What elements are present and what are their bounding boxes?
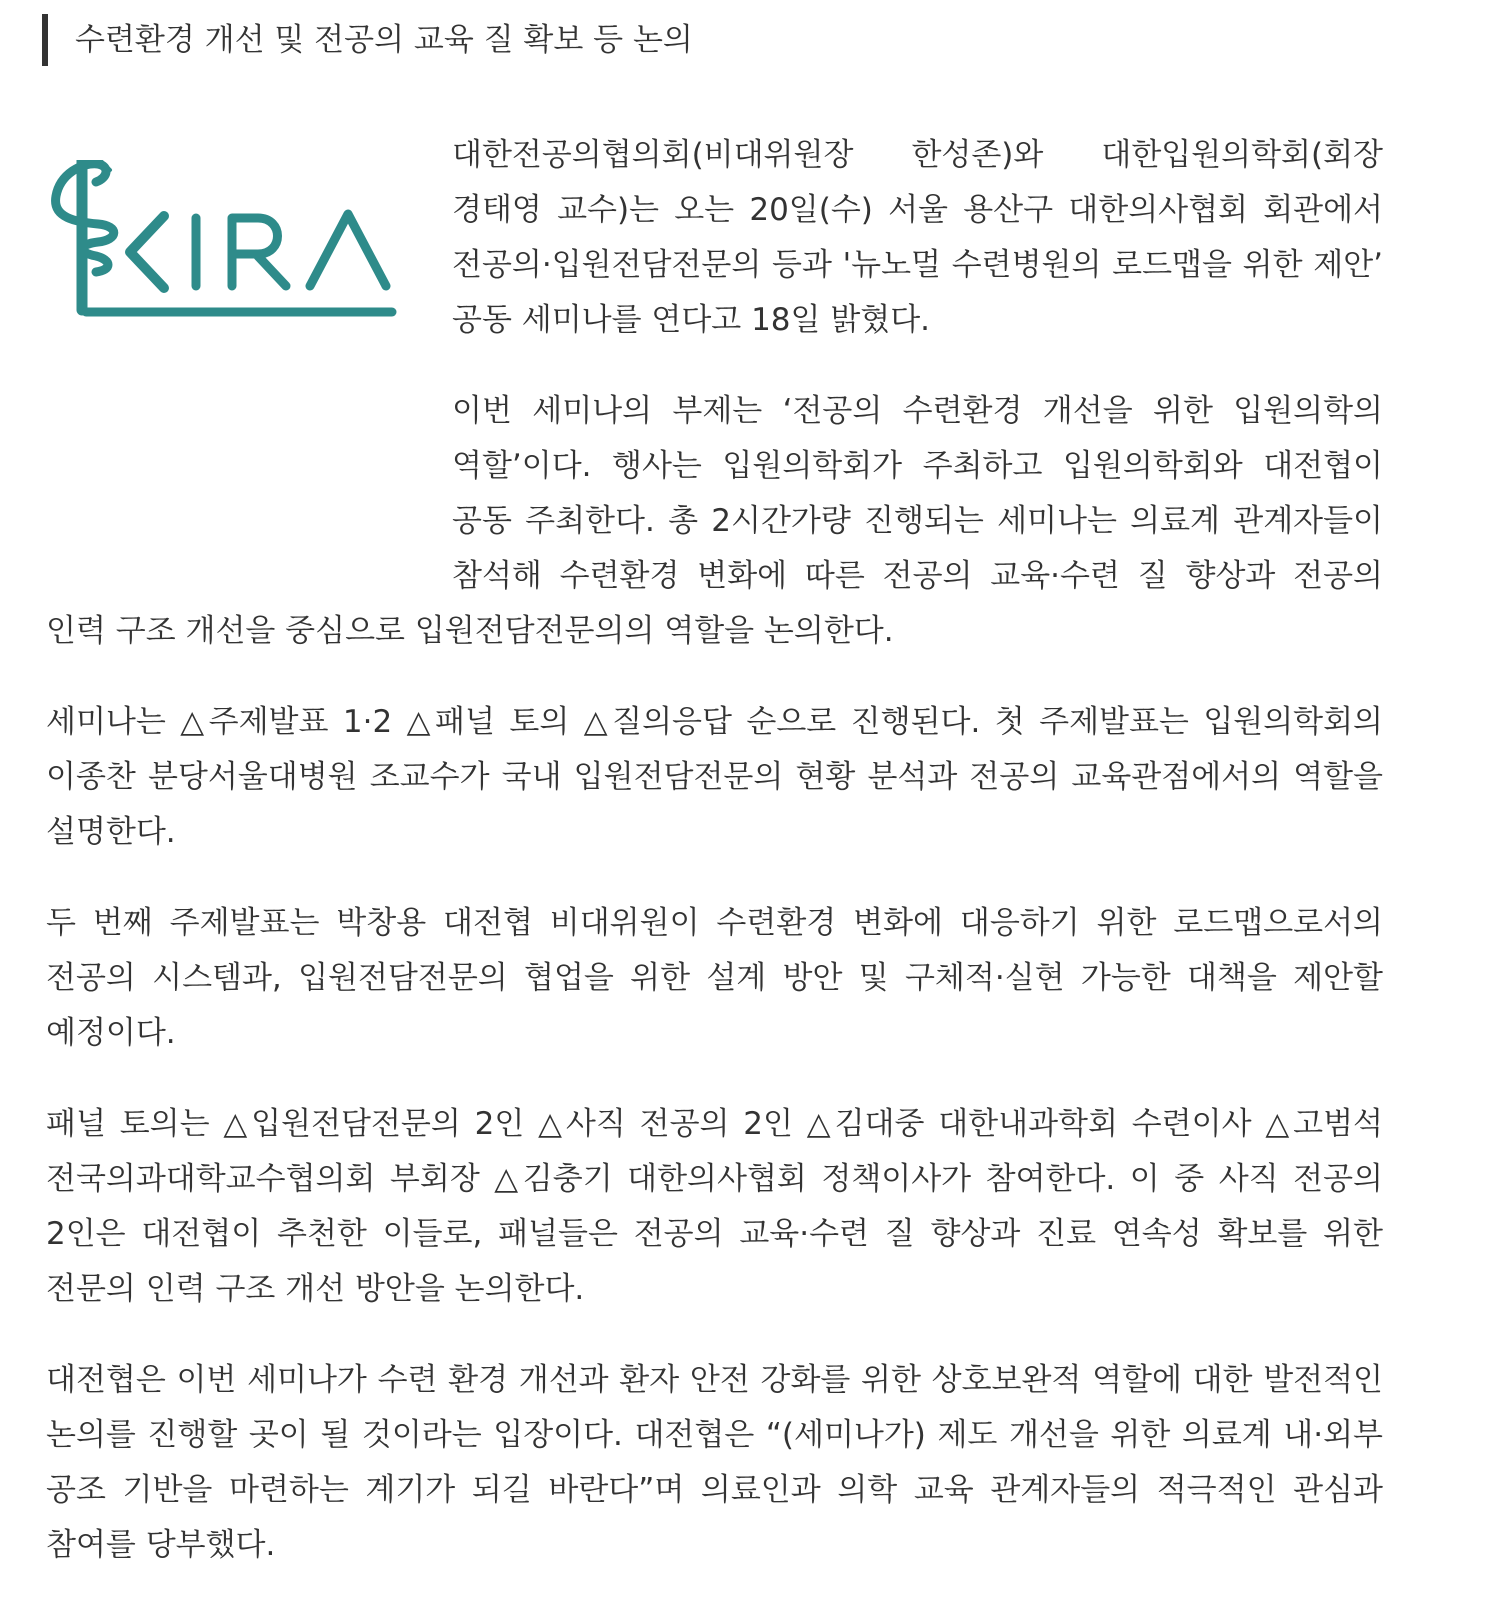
kira-logo bbox=[46, 160, 400, 340]
paragraph: 대전협은 이번 세미나가 수련 환경 개선과 환자 안전 강화를 위한 상호보완적 역할에 대한 발전적인 논의를 진행할 곳이 될 것이라는 입장이다. 대전협은 “(세미나가) 제도 개선을 위한 의료계 내·외부 공조 기반을 마련하는 계기가 되길 바란다”며 의료인과 의학 교육 관계자들의 적극적인 관심과 참여를 당부했다. bbox=[46, 1362, 1383, 1563]
paragraph: 패널 토의는 △입원전담전문의 2인 △사직 전공의 2인 △김대중 대한내과학회 수련이사 △고범석 전국의과대학교수협의회 부회장 △김충기 대한의사협회 정책이사가 참여한다. 이 중 사직 전공의 2인은 대전협이 추천한 이들로, 패널들은 전공의 교육·수련 질 향상과 진료 연속성 확보를 위한 전문의 인력 구조 개선 방안을 논의한다. bbox=[46, 1106, 1383, 1307]
article-body bbox=[46, 128, 1383, 1609]
paragraph: 세미나는 △주제발표 1·2 △패널 토의 △질의응답 순으로 진행된다. 첫 주제발표는 입원의학회의 이종찬 분당서울대병원 조교수가 국내 입원전담전문의 현황 분석과 전공의 교육관점에서의 역할을 설명한다. bbox=[46, 704, 1383, 850]
paragraph: 두 번째 주제발표는 박창용 대전협 비대위원이 수련환경 변화에 대응하기 위한 로드맵으로서의 전공의 시스템과, 입원전담전문의 협업을 위한 설계 방안 및 구체적·실현 가능한 대책을 제안할 예정이다. bbox=[46, 905, 1383, 1051]
paragraph: 이번 세미나의 부제는 ‘전공의 수련환경 개선을 위한 입원의학의 역할’이다. 행사는 입원의학회가 주최하고 입원의학회와 대전협이 공동 주최한다. 총 2시간가량 진행되는 세미나는 의료계 관계자들이 참석해 수련환경 변화에 따른 전공의 교육·수련 질 향상과 전공의 인력 구조 개선을 중심으로 입원전담전문의의 역할을 논의한다. bbox=[46, 393, 1383, 649]
paragraph: 대한전공의협의회(비대위원장 한성존)와 대한입원의학회(회장 경태영 교수)는 오는 20일(수) 서울 용산구 대한의사협회 회관에서 전공의·입원전담전문의 등과 '뉴노멀 수련병원의 로드맵을 위한 제안’ 공동 세미나를 연다고 18일 밝혔다. bbox=[452, 137, 1383, 338]
article-subtitle: 수련환경 개선 및 전공의 교육 질 확보 등 논의 bbox=[42, 14, 693, 66]
